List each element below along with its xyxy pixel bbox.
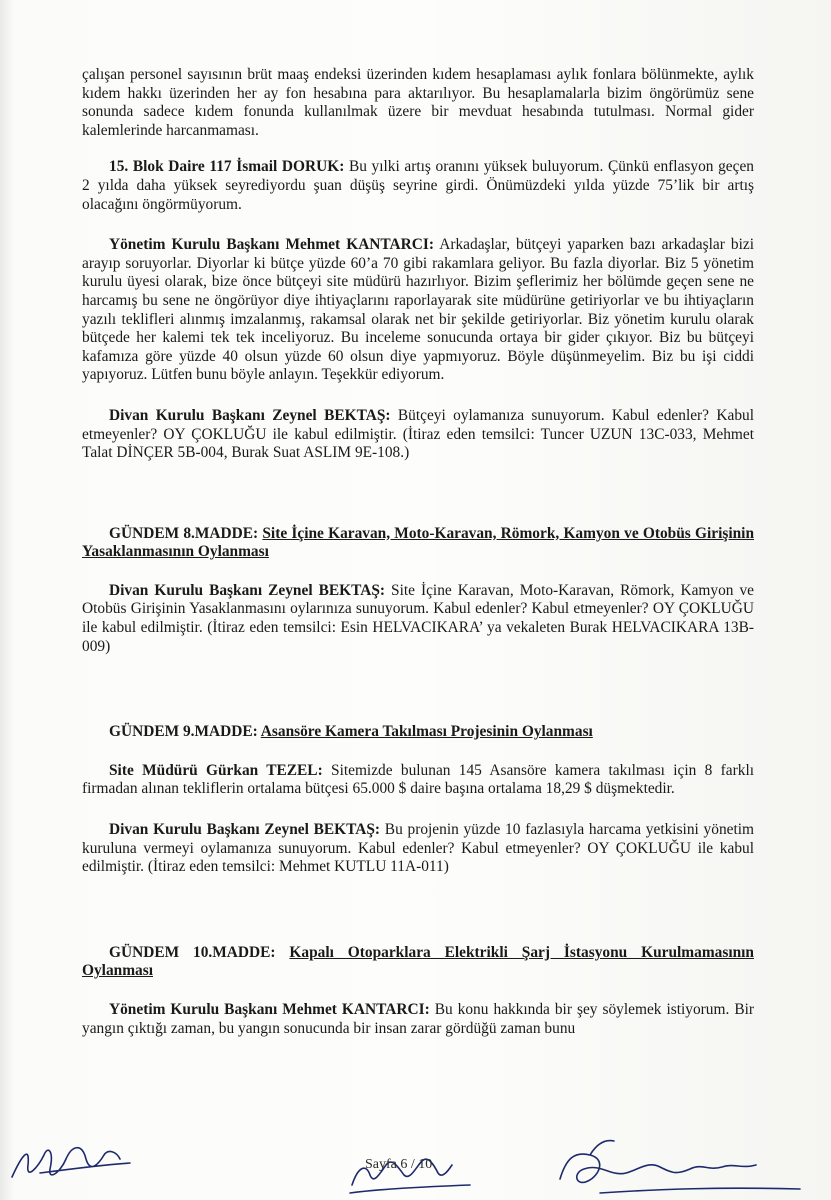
speaker-name: Yönetim Kurulu Başkanı Mehmet KANTARCI:	[109, 1001, 430, 1018]
statement-kantarci-item-10	[82, 1001, 754, 1038]
speaker-name: 15. Blok Daire 117 İsmail DORUK:	[109, 158, 345, 176]
statement-text: Bu konu hakkında bir şey söylemek istiyorum. Bir yangın çıktığı zaman, bu yangın sonucunda bir insan zarar gördüğü zaman bunu	[82, 1001, 754, 1037]
agenda-item-8-heading	[82, 525, 754, 562]
signature-right	[560, 1141, 800, 1193]
statement-kantarci-budget	[82, 236, 754, 385]
agenda-topic: Kapalı Otoparklara Elektrikli Şarj İstasyonu Kurulmamasının Oylanması	[82, 943, 754, 980]
agenda-label: GÜNDEM 10.MADDE:	[109, 943, 276, 961]
page-number: Sayfa 6 / 10	[365, 1157, 433, 1172]
document-body	[82, 66, 754, 1038]
intro-paragraph: çalışan personel sayısının brüt maaş endeksi üzerinden kıdem hesaplaması aylık fonlara bölünmekte, aylık kıdem hakkı üzerinden her ay fon hesabına para aktarılıyor. Bu hesaplamalarla bizim öngörümüz sene sonunda sadece kıdem fonunda kullanılmak üzere bir mevduat hesabında tutulması. Normal gider kalemlerinde harcanmaması.	[82, 66, 754, 139]
speaker-name: Divan Kurulu Başkanı Zeynel BEKTAŞ:	[109, 581, 386, 599]
statement-doruk	[82, 158, 754, 214]
agenda-item-9-heading	[82, 723, 754, 742]
statement-text: Sitemizde bulunan 145 Asansöre kamera takılması için 8 farklı firmadan alınan tekliflerin ortalama bütçesi 65.000 $ daire başına ortalama 18,29 $ düşmektedir.	[82, 761, 755, 798]
statement-tezel	[82, 762, 754, 799]
agenda-label: GÜNDEM 8.MADDE:	[109, 524, 259, 542]
statement-bektas-item-8	[82, 582, 754, 656]
speaker-name: Divan Kurulu Başkanı Zeynel BEKTAŞ:	[109, 821, 381, 839]
statement-text: Bütçeyi oylamanıza sunuyorum. Kabul edenler? Kabul etmeyenler? OY ÇOKLUĞU ile kabul edilmiştir. (İtiraz eden temsilci: Tuncer UZUN 13C-033, Mehmet Talat DİNÇER 5B-004, Burak Suat ASLIM 9E-108.)	[82, 406, 754, 462]
agenda-item-10-heading	[82, 944, 754, 981]
statement-text: Bu yılki artış oranını yüksek buluyorum. Çünkü enflasyon geçen 2 yılda daha yüksek seyrediyordu şuan düşüş seyrine girdi. Önümüzdeki yılda yüzde 75’lik bir artış olacağını öngörmüyorum.	[82, 158, 754, 213]
statement-bektas-item-9	[82, 821, 754, 877]
signature-left	[12, 1148, 130, 1177]
statement-text: Site İçine Karavan, Moto-Karavan, Römork, Kamyon ve Otobüs Girişinin Yasaklanmasını oylarınıza sunuyorum. Kabul edenler? Kabul etmeyenler? OY ÇOKLUĞU ile kabul edilmiştir. (İtiraz eden temsilci: Esin HELVACIKARA’ ya vekaleten Burak HELVACIKARA 13B-009)	[82, 581, 754, 655]
agenda-topic: Site İçine Karavan, Moto-Karavan, Römork, Kamyon ve Otobüs Girişinin Yasaklanmasının Oylanması	[82, 524, 755, 561]
speaker-name: Site Müdürü Gürkan TEZEL:	[109, 761, 323, 779]
statement-text: Arkadaşlar, bütçeyi yaparken bazı arkadaşlar bizi arayıp soruyorlar. Diyorlar ki bütçe yüzde 60’a 70 gibi rakamlara geliyor. Bu fazla diyorlar. Biz 5 yönetim kurulu üyesi olarak, bize önce bütçeyi site müdürü hazırlıyor. Bizim şeflerimiz her bölümde geçen sene ne harcamış bu sene ne öngörüyor diye ihtiyaçlarını raporlayarak site müdürüne getiriyorlar ve bu ihtiyaçların yazılı teklifleri alınmış imzalanmış, rakamsal olarak net bir şekilde getiriyorlar. Biz yönetim kurulu olarak bütçede her kalemi tek tek inceliyoruz. Bu inceleme sonucunda ortaya bir gider çıkıyor. Biz bu bütçeyi kafamıza göre yüzde 40 olsun yüzde 60 olsun diye yapmıyoruz. Böyle düşünmeyelim. Biz bu işi ciddi yapıyoruz. Lütfen bunu böyle anlayın. Teşekkür ediyorum.	[82, 236, 754, 384]
agenda-topic: Asansöre Kamera Takılması Projesinin Oylanması	[260, 723, 593, 741]
agenda-label: GÜNDEM 9.MADDE:	[109, 723, 258, 741]
speaker-name: Divan Kurulu Başkanı Zeynel BEKTAŞ:	[109, 406, 391, 424]
speaker-name: Yönetim Kurulu Başkanı Mehmet KANTARCI:	[109, 236, 434, 254]
statement-text: Bu projenin yüzde 10 fazlasıyla harcama yetkisini yönetim kuruluna vermeyi oylamanıza sunuyorum. Kabul edenler? Kabul etmeyenler? OY ÇOKLUĞU ile kabul edilmiştir. (İtiraz eden temsilci: Mehmet KUTLU 11A-011)	[82, 821, 754, 876]
statement-bektas-budget-vote	[82, 407, 754, 463]
